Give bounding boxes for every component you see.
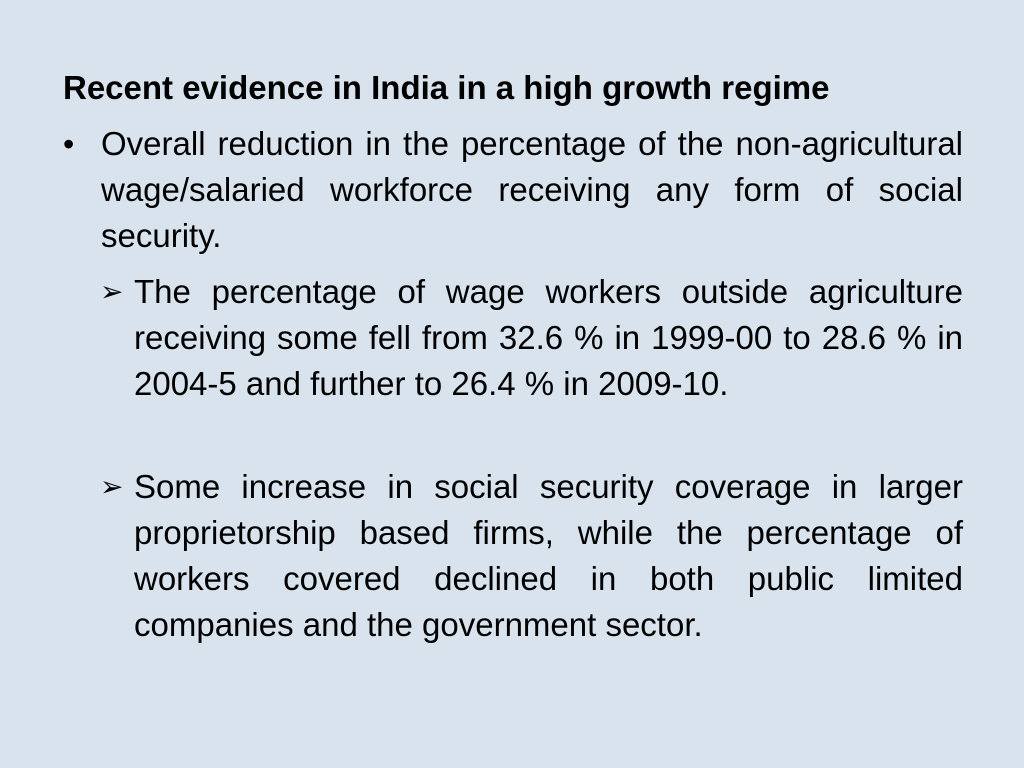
sub-bullet-text: The percentage of wage workers outside agriculture receiving some fell from 32.6 % in 1999-00 to 28.6 % in 2004-5 and further to 26.4 % in 2009-10. — [134, 273, 963, 402]
sub-bullet-item — [100, 269, 963, 407]
bullet-text: Overall reduction in the percentage of the non-agricultural wage/salaried workforce receiving any form of social security. — [101, 125, 963, 254]
arrow-bullet-icon: ➢ — [100, 276, 124, 307]
bullet-marker-icon: • — [63, 126, 75, 162]
bullet-item — [63, 121, 963, 259]
slide-heading: Recent evidence in India in a high growth regime — [63, 69, 830, 106]
arrow-bullet-icon: ➢ — [100, 471, 124, 502]
sub-bullet-item — [100, 464, 963, 648]
sub-bullet-text: Some increase in social security coverage in larger proprietorship based firms, while the percentage of workers covered declined in both public limited companies and the government sector. — [134, 468, 963, 643]
